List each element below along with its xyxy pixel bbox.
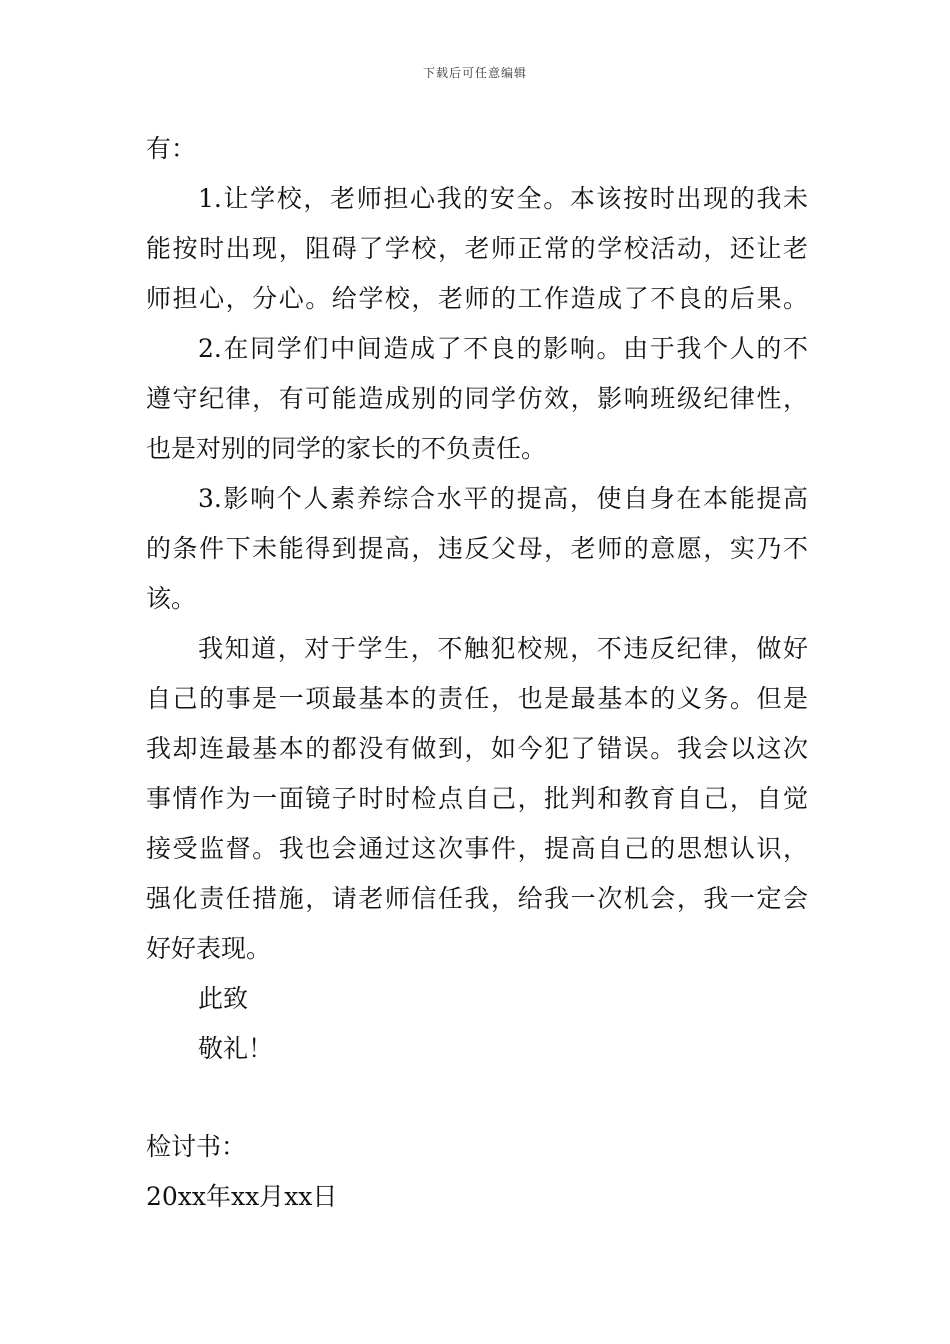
text-line: 2.在同学们中间造成了不良的影响。由于我个人的不 (198, 334, 808, 363)
text-line: 强化责任措施，请老师信任我，给我一次机会，我一定会 (146, 884, 808, 913)
text-line: 遵守纪律，有可能造成别的同学仿效，影响班级纪律性， (146, 384, 808, 413)
text-line: 3.影响个人素养综合水平的提高，使自身在本能提高 (198, 484, 808, 513)
text-line: 师担心，分心。给学校，老师的工作造成了不良的后果。 (146, 284, 808, 313)
text-line: 好好表现。 (146, 934, 272, 963)
text-line: 的条件下未能得到提高，违反父母，老师的意愿，实乃不 (146, 534, 808, 563)
spacer (146, 1074, 808, 1122)
text-line: 有： (146, 134, 197, 163)
page-header: 下载后可任意编辑 (422, 66, 527, 80)
signature-date: 20xx年xx月xx日 (146, 1182, 338, 1211)
text-line: 接受监督。我也会通过这次事件，提高自己的思想认识， (146, 834, 808, 863)
text-line: 也是对别的同学的家长的不负责任。 (146, 434, 547, 463)
signature-label: 检讨书： (146, 1132, 247, 1161)
text-line: 自己的事是一项最基本的责任，也是最基本的义务。但是 (146, 684, 808, 713)
text-line: 能按时出现，阻碍了学校，老师正常的学校活动，还让老 (146, 234, 808, 263)
document-body (146, 124, 808, 1222)
closing-salutation: 此致 (198, 984, 249, 1013)
text-line: 事情作为一面镜子时时检点自己，批判和教育自己，自觉 (146, 784, 808, 813)
text-line: 我却连最基本的都没有做到，如今犯了错误。我会以这次 (146, 734, 808, 763)
text-line: 1.让学校，老师担心我的安全。本该按时出现的我未 (198, 184, 808, 213)
text-line: 我知道，对于学生，不触犯校规，不违反纪律，做好 (198, 634, 808, 663)
closing-regards: 敬礼！ (198, 1034, 274, 1063)
text-line: 该。 (146, 584, 197, 613)
